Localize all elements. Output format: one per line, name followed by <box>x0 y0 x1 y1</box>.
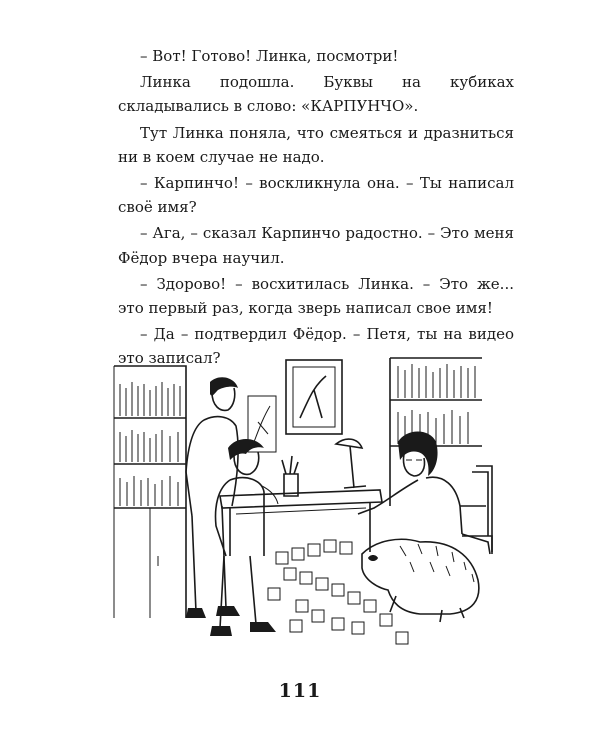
paragraph-7: – Да – подтвердил Фёдор. – Петя, ты на видео это записал? <box>118 325 514 368</box>
capybara <box>362 539 479 622</box>
page-number: 111 <box>278 680 322 702</box>
chair <box>462 472 492 552</box>
paragraph-1: – Вот! Готово! Линка, посмотри! <box>140 47 399 65</box>
paragraph-3: Тут Линка поняла, что смеяться и дразниться ни в коем случае не надо. <box>118 123 514 166</box>
man-standing <box>186 377 240 618</box>
illustration-drawing <box>100 356 500 656</box>
illustration <box>100 356 500 660</box>
wall-picture <box>286 360 342 434</box>
right-bookcase <box>390 358 482 506</box>
paragraph-5: – Ага, – сказал Карпинчо радостно. – Это меня Фёдор вчера научил. <box>118 224 514 267</box>
paragraph-4: – Карпинчо! – воскликнула она. – Ты написал своё имя? <box>118 174 514 217</box>
desk <box>220 439 382 556</box>
letter-blocks <box>268 540 408 644</box>
chapter-text <box>118 44 514 373</box>
paragraph-2: Линка подошла. Буквы на кубиках складывались в слово: «КАРПУНЧО». <box>118 73 514 116</box>
left-bookcase <box>114 366 186 618</box>
paragraph-6: – Здорово! – восхитилась Линка. – Это же... это первый раз, когда зверь написал свое имя! <box>118 274 514 318</box>
